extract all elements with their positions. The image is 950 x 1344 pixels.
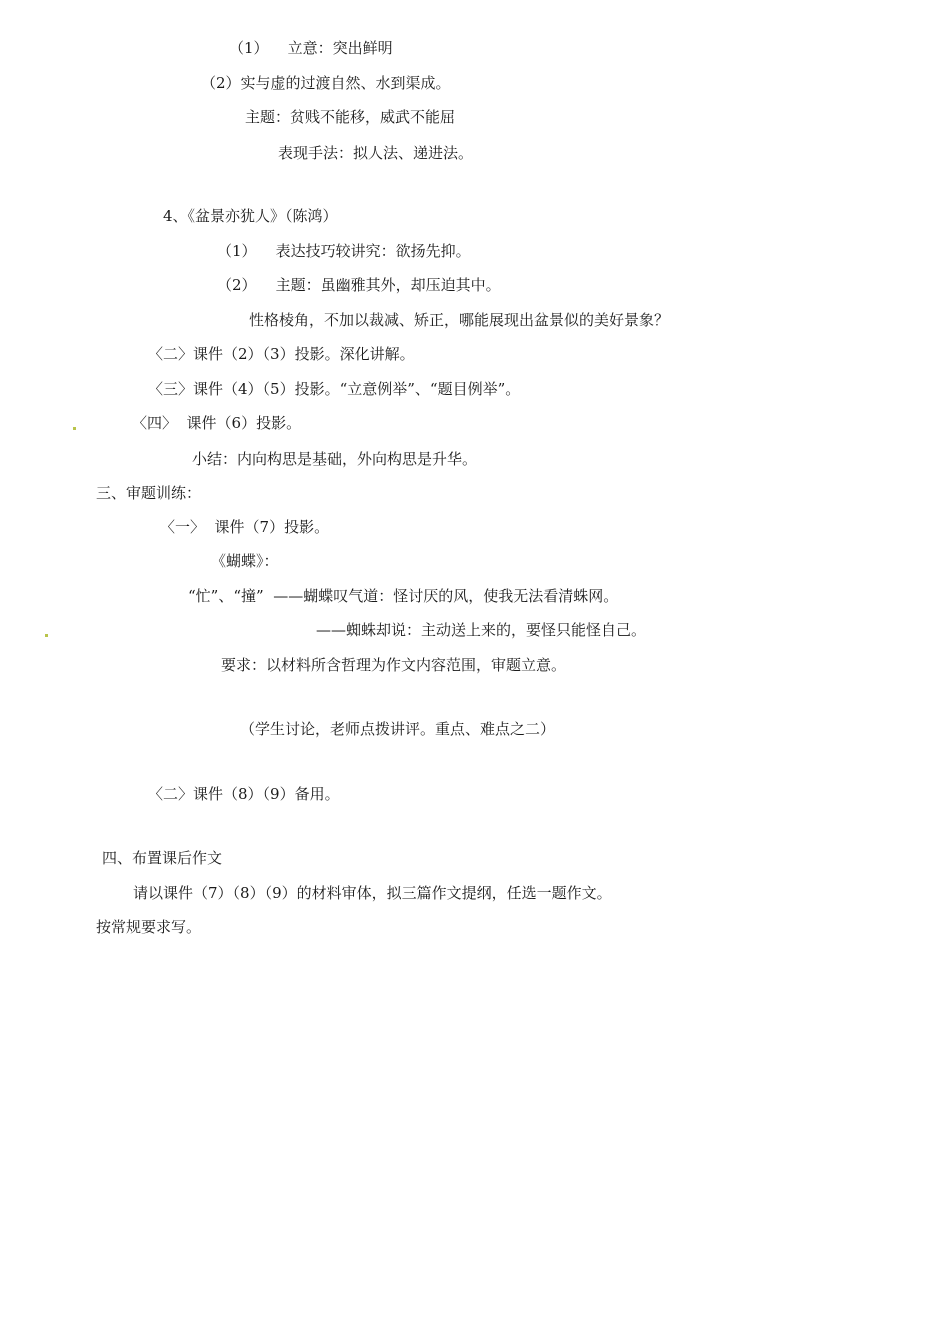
requirement-line: 要求：以材料所含哲理为作文内容范围，审题立意。 (221, 656, 567, 674)
material-line: ——蜘蛛却说：主动送上来的，要怪只能怪自己。 (316, 621, 647, 639)
text-line: 〈二〉课件（2）（3）投影。深化讲解。 (148, 345, 415, 363)
material-line: “忙”、“撞” ——蝴蝶叹气道：怪讨厌的风，使我无法看清蛛网。 (188, 587, 619, 605)
text-line: 〈二〉课件（8）（9）备用。 (148, 785, 340, 803)
text-line: 表现手法：拟人法、递进法。 (278, 144, 474, 162)
section-heading: 三、审题训练： (96, 484, 202, 502)
text-line: 性格棱角，不加以裁减、矫正，哪能展现出盆景似的美好景象？ (249, 311, 670, 329)
summary-line: 小结：内向构思是基础，外向构思是升华。 (192, 450, 478, 468)
text-line: （2）实与虚的过渡自然、水到渠成。 (201, 74, 451, 92)
stray-dot (45, 634, 48, 637)
text-line: 主题：贫贱不能移，威武不能屈 (245, 108, 456, 126)
text-line: 〈三〉课件（4）（5）投影。“立意例举”、“题目例举”。 (148, 380, 521, 398)
text-line: 〈一〉 课件（7）投影。 (160, 518, 330, 536)
note-line: （学生讨论，老师点拨讲评。重点、难点之二） (240, 720, 556, 738)
stray-dot (73, 427, 76, 430)
section-heading: 4、《盆景亦犹人》（陈鸿） (163, 207, 338, 225)
text-line: （1） 立意：突出鲜明 (229, 39, 393, 57)
material-title: 《蝴蝶》： (211, 552, 279, 570)
text-line: （2） 主题：虽幽雅其外，却压迫其中。 (217, 276, 501, 294)
text-line: 〈四〉 课件（6）投影。 (132, 414, 302, 432)
assignment-line: 按常规要求写。 (96, 918, 202, 936)
text-line: （1） 表达技巧较讲究：欲扬先抑。 (217, 242, 471, 260)
assignment-line: 请以课件（7）（8）（9）的材料审体，拟三篇作文提纲，任选一题作文。 (133, 884, 612, 902)
section-heading: 四、布置课后作文 (102, 849, 223, 867)
